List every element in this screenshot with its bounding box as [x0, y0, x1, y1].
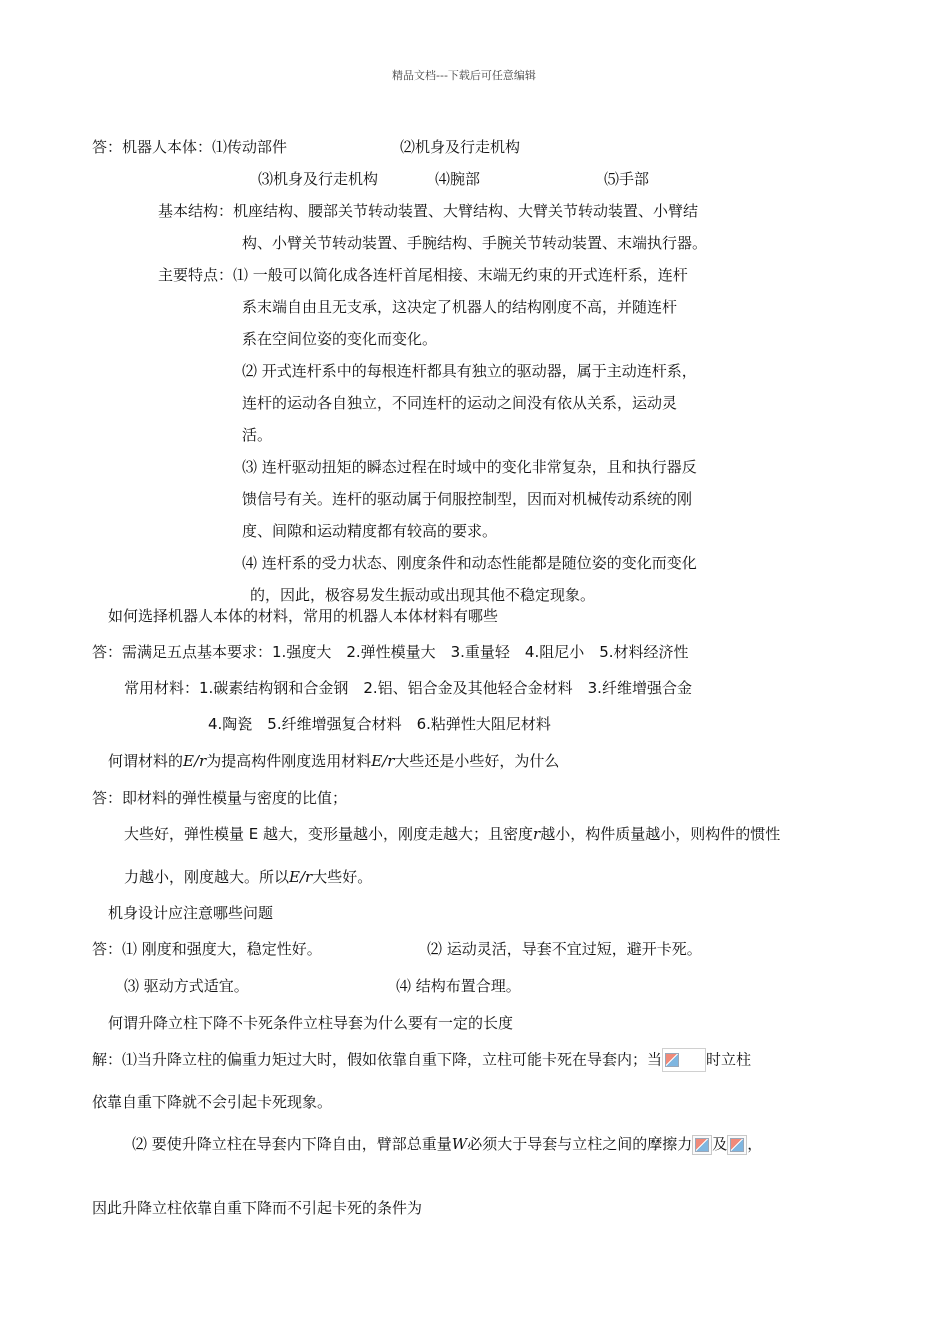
density-symbol: r: [533, 825, 541, 843]
answer-item-2: ⑵机身及行走机构: [400, 138, 521, 156]
feature-line-10: ⑷ 连杆系的受力状态、刚度条件和动态性能都是随位姿的变化而变化: [242, 554, 697, 572]
answer-text-part-1: 解：⑴当升降立柱的偏重力矩过大时，假如依靠自重下降，立柱可能卡死在导套内；当: [92, 1050, 663, 1069]
answer-item-5: ⑸手部: [604, 170, 650, 188]
question-text-part-3: 大些还是小些好，为什么: [394, 752, 560, 770]
feature-line-11: 的，因此，极容易发生振动或出现其他不稳定现象。: [250, 586, 596, 604]
answer-text-part-1: ⑵ 要使升降立柱在导套内下降自由，臂部总重量: [132, 1135, 452, 1153]
answer-e-over-r-1: 答：即材料的弹性模量与密度的比值；: [92, 789, 348, 807]
answer-text-part-2: 越小，构件质量越小，则构件的惯性: [540, 825, 781, 843]
question-e-over-r: [108, 751, 559, 771]
feature-line-2: 系末端自由且无支承，这决定了机器人的结构刚度不高，并随连杆: [242, 298, 678, 316]
question-text-part-2: 为提高构件刚度选用材料: [206, 752, 372, 770]
question-materials: 如何选择机器人本体的材料，常用的机器人本体材料有哪些: [108, 607, 499, 625]
feature-line-6: 活。: [242, 426, 273, 444]
answer-materials-common-2: 4.陶瓷 5.纤维增强复合材料 6.粘弹性大阻尼材料: [208, 715, 551, 733]
feature-line-5: 连杆的运动各自独立，不同连杆的运动之间没有依从关系，运动灵: [242, 394, 678, 412]
answer-text-part-2: 时立柱: [706, 1050, 752, 1069]
feature-line-3: 系在空间位姿的变化而变化。: [242, 330, 438, 348]
answer-item-3: ⑶机身及行走机构: [258, 170, 379, 188]
feature-line-1: 主要特点：⑴ 一般可以简化成各连杆首尾相接、末端无约束的开式连杆系，连杆: [158, 266, 688, 284]
question-body-design: 机身设计应注意哪些问题: [108, 904, 274, 922]
feature-line-8: 馈信号有关。连杆的驱动属于伺服控制型，因而对机械传动系统的刚: [242, 490, 693, 508]
feature-line-7: ⑶ 连杆驱动扭矩的瞬态过程在时域中的变化非常复杂，且和执行器反: [242, 458, 697, 476]
feature-line-9: 度、间隙和运动精度都有较高的要求。: [242, 522, 498, 540]
answer-item-1: 答：机器人本体：⑴传动部件: [92, 138, 288, 156]
formula-image-placeholder: [727, 1135, 747, 1155]
page-header: 精品文档---下载后可任意编辑: [392, 69, 536, 82]
answer-materials-common-1: 常用材料：1.碳素结构钢和合金钢 2.铝、铝合金及其他轻合金材料 3.纤维增强合金: [124, 679, 692, 697]
answer-text-part-2: 必须大于导套与立柱之间的摩擦力: [467, 1135, 693, 1153]
broken-image-icon: [665, 1053, 679, 1067]
answer-item-4: ⑷腕部: [435, 170, 481, 188]
e-over-r-symbol: E/r: [371, 752, 395, 770]
feature-line-4: ⑵ 开式连杆系中的每根连杆都具有独立的驱动器，属于主动连杆系，: [242, 362, 697, 380]
basic-structure-line-1: 基本结构：机座结构、腰部关节转动装置、大臂结构、大臂关节转动装置、小臂结: [158, 202, 699, 220]
answer-lifting-1: [92, 1048, 751, 1072]
broken-image-icon: [730, 1138, 744, 1152]
question-lifting-column: 何谓升降立柱下降不卡死条件立柱导套为什么要有一定的长度: [108, 1014, 514, 1032]
answer-body-design-3: ⑶ 驱动方式适宜。: [124, 977, 249, 995]
weight-symbol: W: [451, 1135, 468, 1153]
answer-text-part-2: 大些好。: [312, 868, 373, 886]
answer-body-design-4: ⑷ 结构布置合理。: [396, 977, 521, 995]
formula-image-placeholder: [692, 1135, 712, 1155]
answer-lifting-3: [132, 1134, 762, 1155]
answer-e-over-r-3: [124, 867, 372, 887]
answer-text-part-1: 大些好，弹性模量 E 越大，变形量越小，刚度走越大；且密度: [124, 825, 534, 843]
broken-image-icon: [695, 1138, 709, 1152]
e-over-r-symbol: E/r: [183, 752, 207, 770]
e-over-r-symbol: E/r: [289, 868, 313, 886]
basic-structure-line-2: 构、小臂关节转动装置、手腕结构、手腕关节转动装置、末端执行器。: [242, 234, 708, 252]
answer-end-comma: ，: [747, 1135, 763, 1153]
answer-lifting-2: 依靠自重下降就不会引起卡死现象。: [92, 1093, 333, 1111]
formula-image-placeholder: [662, 1048, 706, 1072]
answer-body-design-2: ⑵ 运动灵活，导套不宜过短，避开卡死。: [427, 940, 702, 958]
answer-robot-body: [92, 137, 287, 157]
answer-text-part-1: 力越小，刚度越大。所以: [124, 868, 290, 886]
question-text-part-1: 何谓材料的: [108, 752, 184, 770]
answer-lifting-4: 因此升降立柱依靠自重下降而不引起卡死的条件为: [92, 1199, 423, 1217]
answer-and: 及: [712, 1135, 728, 1153]
answer-e-over-r-2: [124, 824, 780, 844]
answer-body-design-1: 答：⑴ 刚度和强度大，稳定性好。: [92, 940, 322, 958]
answer-materials-requirements: 答：需满足五点基本要求：1.强度大 2.弹性模量大 3.重量轻 4.阻尼小 5.材料经济性: [92, 643, 689, 661]
